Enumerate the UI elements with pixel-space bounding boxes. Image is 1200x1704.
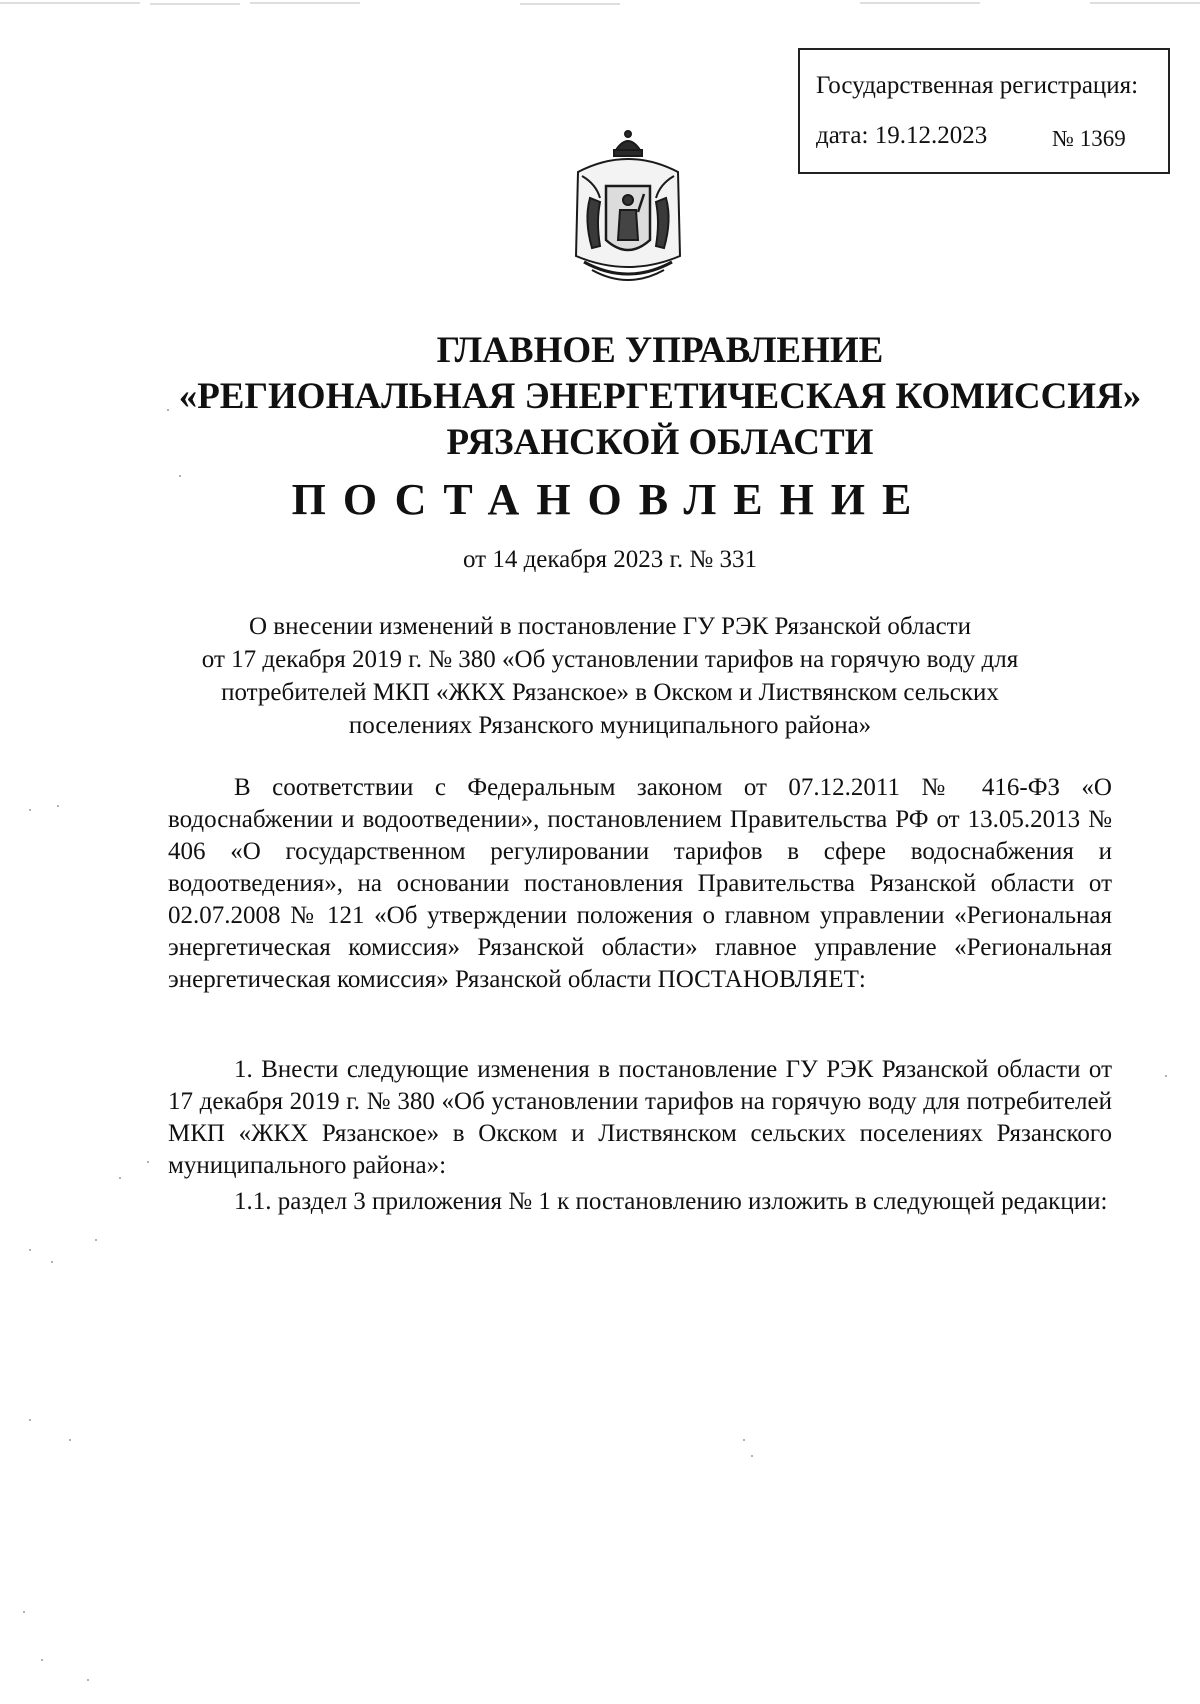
- document-date-number: от 14 декабря 2023 г. № 331: [462, 546, 758, 573]
- subject-line-3: потребителей МКП «ЖКХ Рязанское» в Окском и Листвянском сельских: [221, 679, 999, 706]
- authority-name: [0, 328, 1200, 466]
- registration-number-sign: №: [1052, 126, 1074, 151]
- registration-date-value: 19.12.2023: [874, 122, 988, 149]
- registration-title: Государственная регистрация:: [816, 72, 1139, 99]
- subject-line-1: О внесении изменений в постановление ГУ РЭК Рязанской области: [249, 613, 971, 640]
- document-type: ПОСТАНОВЛЕНИЕ: [291, 475, 929, 524]
- document-subject: [150, 610, 1070, 742]
- subject-line-4: поселениях Рязанского муниципального района»: [348, 712, 872, 739]
- registration-date: [816, 122, 987, 150]
- registration-stamp: [798, 48, 1170, 174]
- authority-line-1: ГЛАВНОЕ УПРАВЛЕНИЕ: [436, 330, 884, 371]
- preamble-paragraph: В соответствии с Федеральным законом от 07.12.2011 № 416-ФЗ «О водоснабжении и водоотведении», постановлением Правительства РФ от 13.05.2013 № 406 «О государственном регулировании тарифов в сфере водоснабжения и водоотведения», на основании постановления Правительства Рязанской области от 02.07.2008 № 121 «Об утверждении положения о главном управлении «Региональная энергетическая комиссия» Рязанской области» главное управление «Региональная энергетическая комиссия» Рязанской области ПОСТАНОВЛЯЕТ:: [168, 774, 1112, 993]
- authority-line-2: «РЕГИОНАЛЬНАЯ ЭНЕРГЕТИЧЕСКАЯ КОМИССИЯ»: [178, 376, 1142, 417]
- item-1-paragraph: 1. Внести следующие изменения в постановление ГУ РЭК Рязанской области от 17 декабря 2019 г. № 380 «Об установлении тарифов на горячую воду для потребителей МКП «ЖКХ Рязанское» в Окском и Листвянском сельских поселениях Рязанского муниципального района»:: [168, 1056, 1112, 1179]
- coat-of-arms-ryazan-icon: [566, 128, 690, 290]
- registration-number-value: 1369: [1079, 126, 1126, 151]
- registration-number: [1052, 126, 1126, 152]
- registration-date-label: дата:: [816, 122, 869, 149]
- subject-line-2: от 17 декабря 2019 г. № 380 «Об установлении тарифов на горячую воду для: [201, 646, 1019, 673]
- authority-line-3: РЯЗАНСКОЙ ОБЛАСТИ: [446, 422, 874, 463]
- item-1-1-paragraph: 1.1. раздел 3 приложения № 1 к постановлению изложить в следующей редакции:: [234, 1188, 1108, 1215]
